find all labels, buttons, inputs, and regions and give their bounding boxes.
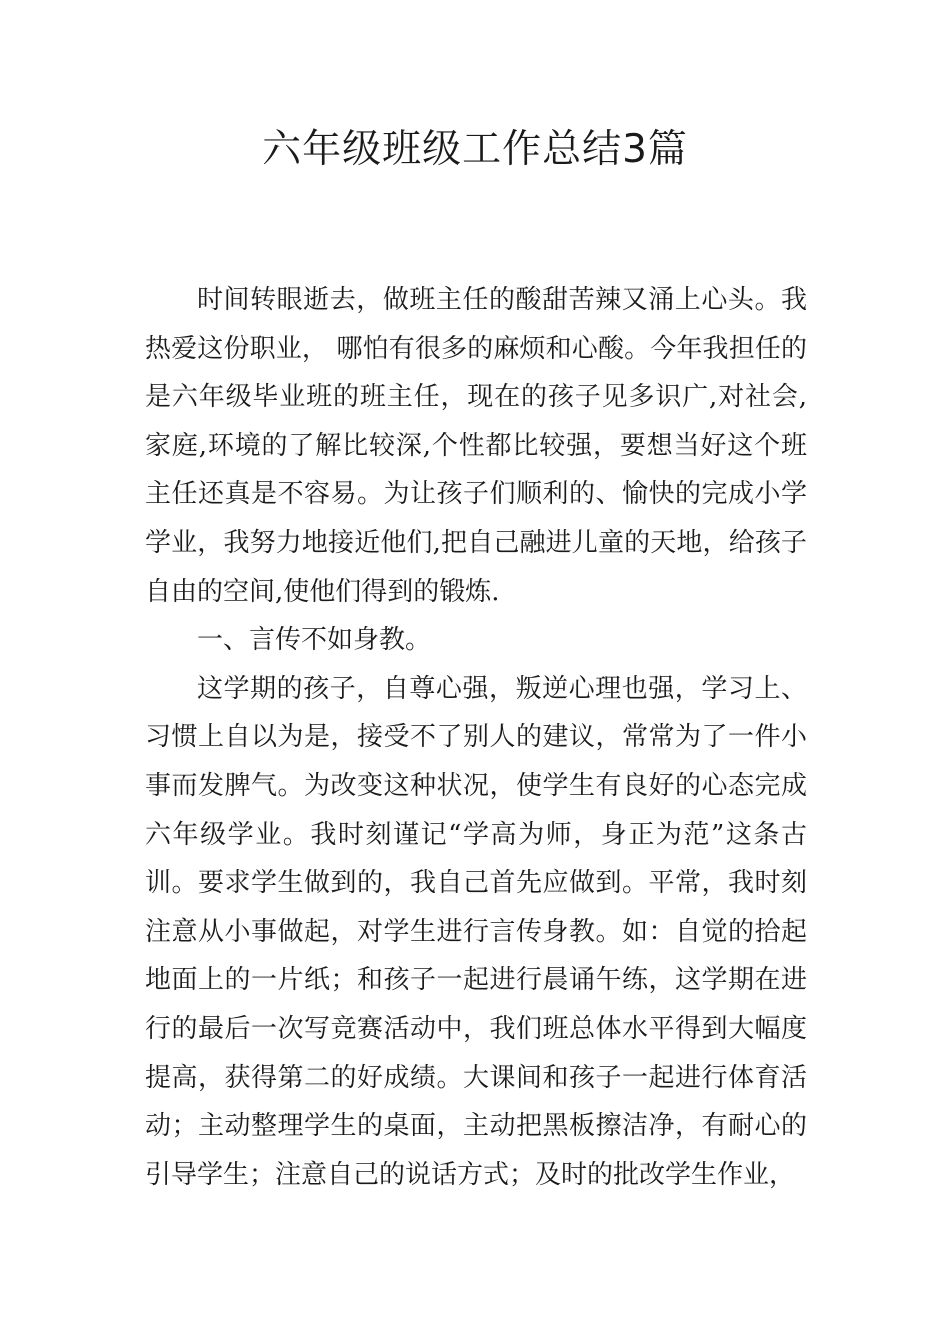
document-title: 六年级班级工作总结3篇 bbox=[262, 127, 688, 172]
paragraph-section-1: 这学期的孩子，自尊心强，叛逆心理也强，学习上、习惯上自以为是，接受不了别人的建议，常常为了一件小事而发脾气。为改变这种状况，使学生有良好的心态完成六年级学业。我时刻谨记“学高为师，身正为范”这条古训。要求学生做到的，我自己首先应做到。平常，我时刻注意从小事做起，对学生进行言传身教。如：自觉的拾起地面上的一片纸；和孩子一起进行晨诵午练，这学期在进行的最后一次写竞赛活动中，我们班总体水平得到大幅度提高，获得第二的好成绩。大课间和孩子一起进行体育活动；主动整理学生的桌面，主动把黑板擦洁净，有耐心的引导学生；注意自己的说话方式；及时的批改学生作业， bbox=[145, 673, 807, 1190]
document-body bbox=[145, 276, 807, 1199]
section-heading-1: 一、言传不如身教。 bbox=[197, 625, 432, 656]
paragraph-intro: 时间转眼逝去，做班主任的酸甜苦辣又涌上心头。我热爱这份职业， 哪怕有很多的麻烦和心酸。今年我担任的是六年级毕业班的班主任，现在的孩子见多识广,对社会,家庭,环境的了解比较深,个性都比较强，要想当好这个班主任还真是不容易。为让孩子们顺利的、愉快的完成小学学业，我努力地接近他们,把自己融进儿童的天地，给孩子自由的空间,使他们得到的锻炼. bbox=[145, 285, 807, 607]
